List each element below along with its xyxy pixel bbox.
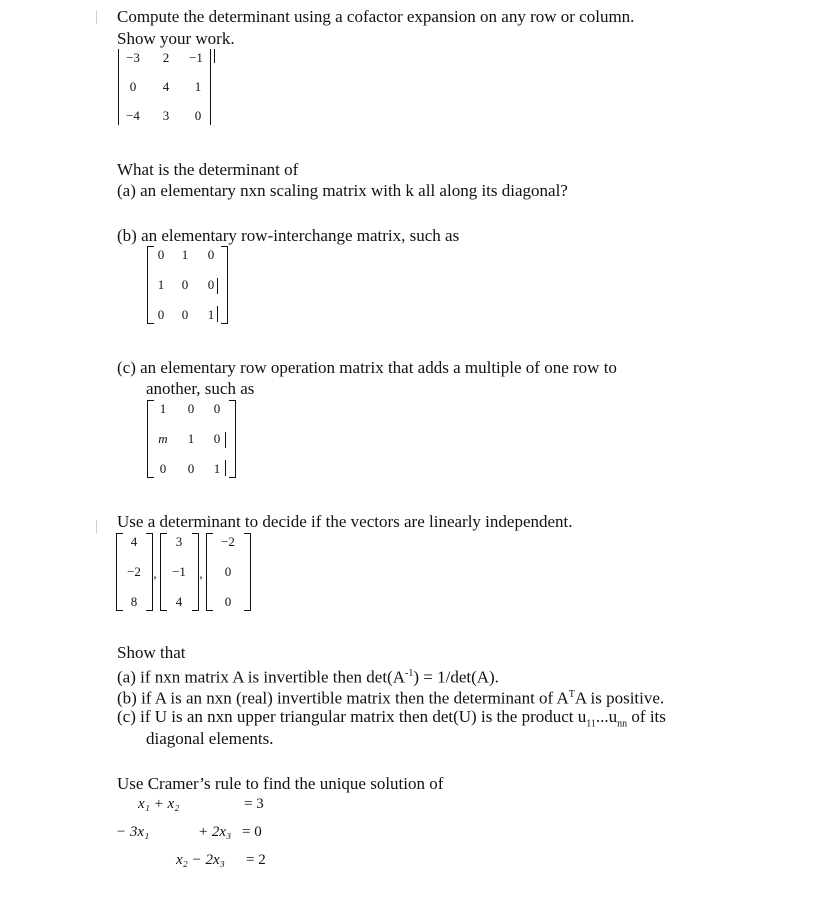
bracket-left <box>147 400 154 478</box>
q2b-matrix-cell: 0 <box>181 277 189 292</box>
q2b-matrix-cell: 0 <box>157 307 165 322</box>
equation2-rhs: = 0 <box>242 824 262 840</box>
equation3-rhs: = 2 <box>246 852 266 868</box>
q4-part-b-exponent: T <box>568 689 575 700</box>
q2c-matrix-cell: 0 <box>159 461 167 476</box>
q4-part-b <box>117 684 664 709</box>
q2-c-matrix <box>145 398 245 482</box>
q3-instruction: Use a determinant to decide if the vectors are linearly independent. <box>117 512 573 531</box>
equation1-rhs: = 3 <box>244 796 264 812</box>
q2-part-c-line2: another, such as <box>146 379 255 398</box>
q2c-matrix-cell: m <box>158 431 168 446</box>
q2-part-a: (a) an elementary nxn scaling matrix with k all along its diagonal? <box>117 181 568 200</box>
vector1-entry: 8 <box>130 594 138 609</box>
q1-instruction-line1: Compute the determinant using a cofactor expansion on any row or column. <box>117 7 635 26</box>
vector2-entry: 4 <box>175 594 183 609</box>
bracket-right <box>221 246 228 324</box>
q1-matrix-cell: −1 <box>189 50 203 65</box>
bracket-accent <box>225 432 226 448</box>
q2b-matrix-cell: 0 <box>207 277 215 292</box>
q2b-matrix-cell: 0 <box>181 307 189 322</box>
q2c-matrix-cell: 0 <box>213 401 221 416</box>
q5-instruction: Use Cramer’s rule to find the unique solution of <box>117 774 444 793</box>
q1-matrix-cell: 0 <box>194 108 202 123</box>
q4-part-b-text-end: A is positive. <box>574 688 665 708</box>
q2c-matrix-cell: 1 <box>187 431 195 446</box>
q1-determinant-matrix <box>114 48 224 128</box>
bracket-right <box>229 400 236 478</box>
determinant-bar-left <box>118 49 119 125</box>
q2-intro: What is the determinant of <box>117 160 299 179</box>
q1-matrix-cell: −4 <box>126 108 140 123</box>
q2c-matrix-cell: 0 <box>187 461 195 476</box>
q1-instruction-line2: Show your work. <box>117 29 235 48</box>
margin-mark <box>96 520 97 534</box>
q1-matrix-cell: 3 <box>162 108 170 123</box>
vector3-entry: 0 <box>224 594 232 609</box>
q1-matrix-cell: 4 <box>162 79 170 94</box>
vector2-entry: −1 <box>172 564 186 579</box>
q4-part-c-ellipsis: ...u <box>595 707 618 726</box>
determinant-bar-right <box>210 49 211 125</box>
q2b-matrix-cell: 1 <box>181 247 189 262</box>
q2-part-b: (b) an elementary row-interchange matrix, such as <box>117 226 460 245</box>
margin-mark <box>96 10 97 24</box>
vector1-entry: −2 <box>127 564 141 579</box>
q4-part-a-text-end: ) = 1/det(A). <box>413 667 499 687</box>
bracket-accent <box>225 460 226 476</box>
q1-matrix-cell: 2 <box>162 50 170 65</box>
q2-b-matrix <box>145 244 237 328</box>
q2b-matrix-cell: 0 <box>157 247 165 262</box>
q2b-matrix-cell: 1 <box>207 307 215 322</box>
bracket-right <box>244 533 251 611</box>
equation1-lhs: x₁ + x₂ <box>138 796 180 812</box>
q4-part-c-subscript: 11 <box>586 718 596 730</box>
vector-separator: , <box>153 566 157 581</box>
q5-system-of-equations <box>114 793 314 873</box>
q1-matrix-cell: 1 <box>194 79 202 94</box>
q2c-matrix-cell: 0 <box>213 431 221 446</box>
q4-part-c-line2: diagonal elements. <box>146 729 274 748</box>
q1-matrix-cell: −3 <box>126 50 140 65</box>
vector1-entry: 4 <box>130 534 138 549</box>
q2b-matrix-cell: 1 <box>157 277 165 292</box>
q3-vectors <box>114 531 264 615</box>
q4-part-a-text: (a) if nxn matrix A is invertible then det(A <box>117 667 405 687</box>
q2c-matrix-cell: 1 <box>159 401 167 416</box>
equation2-lhs: − 3x₁ <box>116 824 150 840</box>
q2c-matrix-cell: 1 <box>213 461 221 476</box>
equation3-lhs: x₂ − 2x₃ <box>176 852 225 868</box>
q2b-matrix-cell: 0 <box>207 247 215 262</box>
q2-part-c-line1: (c) an elementary row operation matrix that adds a multiple of one row to <box>117 358 617 377</box>
vector2-entry: 3 <box>175 534 183 549</box>
q2c-matrix-cell: 0 <box>187 401 195 416</box>
q4-part-c-subscript: nn <box>617 718 628 730</box>
vector3-entry: −2 <box>221 534 235 549</box>
vector3-entry: 0 <box>224 564 232 579</box>
q4-part-c-text: (c) if U is an nxn upper triangular matrix then det(U) is the product u <box>117 707 587 726</box>
determinant-bar-right-accent <box>214 49 215 63</box>
q4-part-c-text-end: of its <box>627 707 666 726</box>
q4-part-a-exponent: -1 <box>405 668 414 679</box>
q4-part-b-text: (b) if A is an nxn (real) invertible matrix then the determinant of A <box>117 688 569 708</box>
equation2-middle: + 2x₃ <box>198 824 232 840</box>
q1-matrix-cell: 0 <box>129 79 137 94</box>
vector-separator: , <box>199 566 203 581</box>
q4-intro: Show that <box>117 643 186 662</box>
